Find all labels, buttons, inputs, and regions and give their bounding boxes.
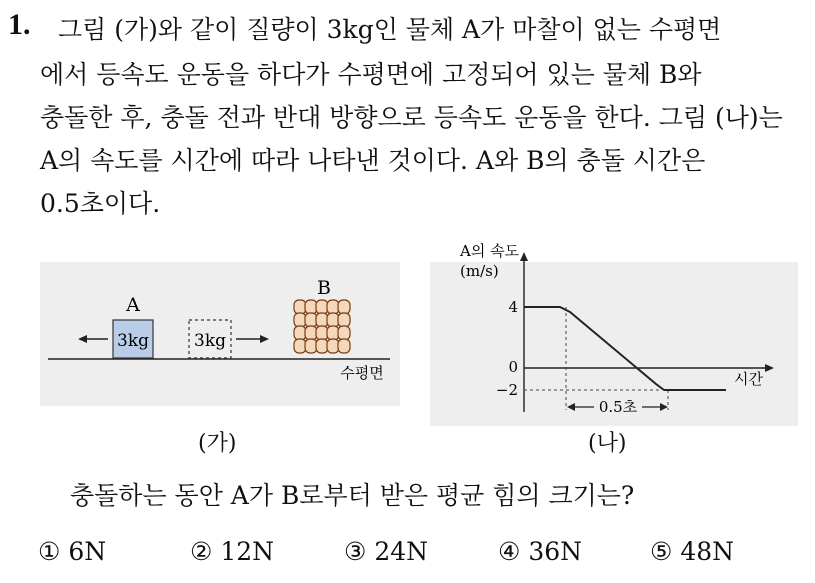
choice-5[interactable]: ⑤ 48N: [650, 537, 735, 566]
dashed-block-mass-label: 3kg: [194, 331, 226, 351]
left-arrow-head-icon: [78, 335, 87, 343]
duration-arrow-right-icon: [660, 403, 668, 411]
duration-arrow-left-icon: [567, 403, 575, 411]
choice-1[interactable]: ① 6N: [38, 537, 107, 566]
question-line-1: 그림 (가)와 같이 질량이 3kg인 물체 A가 마찰이 없는 수평면: [58, 15, 722, 44]
figure-a-caption: (가): [198, 431, 237, 456]
tick-4: 4: [508, 298, 518, 316]
figure-b-caption: (나): [588, 431, 627, 456]
question-line-3: 충돌한 후, 충돌 전과 반대 방향으로 등속도 운동을 한다. 그림 (나)는: [40, 103, 783, 132]
surface-label: 수평면: [340, 364, 384, 382]
figure-a-diagram: [40, 262, 400, 406]
velocity-time-graph: [430, 242, 798, 426]
figure-a-panel: [40, 262, 400, 406]
choice-4[interactable]: ④ 36N: [498, 537, 583, 566]
figure-b-panel: [430, 242, 798, 426]
question-line-5: 0.5초이다.: [40, 189, 161, 218]
y-axis-arrow-icon: [520, 252, 528, 261]
x-axis-label: 시간: [734, 370, 763, 388]
right-arrow-head-icon: [260, 335, 269, 343]
choice-3[interactable]: ③ 24N: [344, 537, 429, 566]
tick-minus-2: −2: [495, 381, 518, 399]
block-a-mass-label: 3kg: [117, 331, 149, 351]
choice-2[interactable]: ② 12N: [190, 537, 275, 566]
velocity-curve: [524, 307, 726, 390]
question-prompt: 충돌하는 동안 A가 B로부터 받은 평균 힘의 크기는?: [70, 481, 635, 510]
y-axis-unit: (m/s): [460, 262, 499, 280]
answer-choices: [0, 537, 815, 577]
y-axis-label: A의 속도: [460, 242, 520, 260]
block-b-label: B: [317, 277, 331, 299]
question-line-4: A의 속도를 시간에 따라 나타낸 것이다. A와 B의 충돌 시간은: [40, 146, 706, 175]
x-axis-arrow-icon: [765, 364, 774, 372]
question-line-2: 에서 등속도 운동을 하다가 수평면에 고정되어 있는 물체 B와: [40, 60, 702, 89]
duration-label: 0.5초: [598, 398, 638, 416]
question-number: 1.: [8, 8, 31, 41]
tick-0: 0: [508, 358, 518, 376]
block-a-label: A: [126, 294, 140, 316]
block-b-stack: [294, 300, 350, 353]
